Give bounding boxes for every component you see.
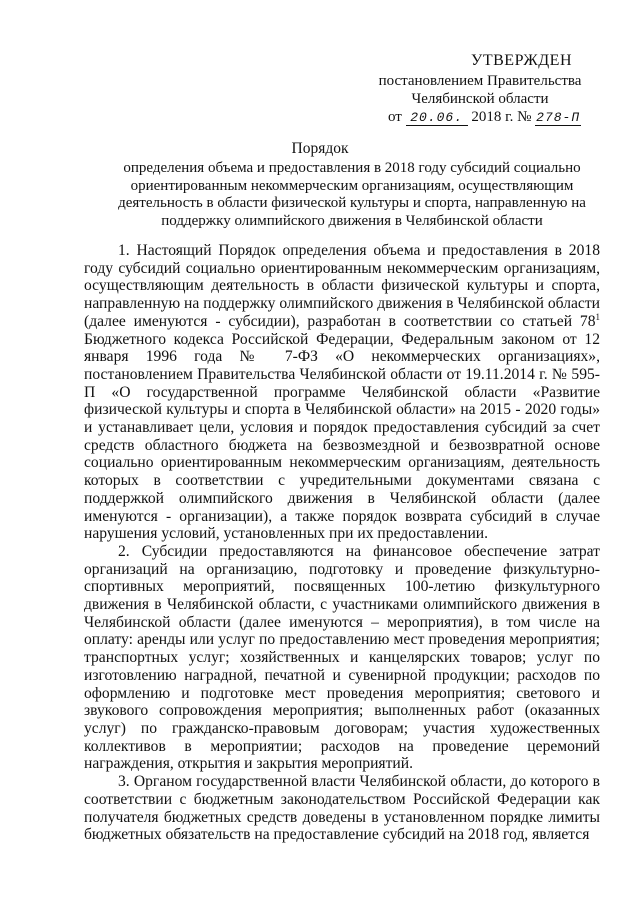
superscript: 1 [595, 311, 600, 322]
year-text: 2018 г. № [471, 109, 532, 125]
approval-line-1: постановлением Правительства [378, 73, 582, 89]
handwritten-number: 278-П [536, 110, 581, 125]
approved-heading: УТВЕРЖДЕН [471, 52, 572, 69]
document-title: Порядок [291, 140, 349, 157]
approval-date-line [388, 109, 581, 126]
document-body [84, 242, 600, 844]
date-prefix: от [388, 109, 402, 125]
handwritten-date: 20.06. [406, 110, 468, 126]
document-subtitle: определения объема и предоставления в 2018 году субсидий социально ориентированным некоммерческим организациям, осуществляющим деятельность в области физической культуры и спорта, направленную на поддержку олимпийского движения в Челябинской области [118, 160, 586, 229]
paragraph-3: 3. Органом государственной власти Челябинской области, до которого в соответствии с бюджетным законодательством Российской Федерации как получателя бюджетных средств доведены в установленном порядке лимиты бюджетных обязательств на предоставление субсидий на 2018 год, является [84, 773, 600, 844]
paragraph-1: 1. Настоящий Порядок определения объема и предоставления в 2018 году субсидий социально ориентированным некоммерческим организациям, осуществляющим деятельность в области физической культуры и спорта, направленную на поддержку олимпийского движения в Челябинской области (далее именуются - субсидии), разработан в соответствии со статьей $78^1$ Бюджетного кодекса Российской Федерации, Федеральным законом от 12 января 1996 года № 7-ФЗ «О некоммерческих организациях», постановлением Правительства Челябинской области от 19.11.2014 г. № 595-П «О государственной программе Челябинской области «Развитие физической культуры и спорта в Челябинской области» на 2015 - 2020 годы» и устанавливает цели, условия и порядок предоставления субсидий за счет средств областного бюджета на безвозмездной и безвозвратной основе социально ориентированным некоммерческим организациям, деятельность которых в соответствии с учредительными документами связана с поддержкой олимпийского движения в Челябинской области (далее именуются - организации), а также порядок возврата субсидий в случае нарушения условий, установленных при их предоставлении. [84, 242, 600, 543]
paragraph-2: 2. Субсидии предоставляются на финансовое обеспечение затрат организаций на организацию, подготовку и проведение физкультурно-спортивных мероприятий, посвященных 100-летию физкультурного движения в Челябинской области, с участниками олимпийского движения в Челябинской области (далее именуются – мероприятия), в том числе на оплату: аренды или услуг по предоставлению мест проведения мероприятия; транспортных услуг; хозяйственных и канцелярских товаров; услуг по изготовлению наградной, печатной и сувенирной продукции; расходов по оформлению и подготовке мест проведения мероприятия; светового и звукового сопровождения мероприятия; выполненных работ (оказанных услуг) по гражданско-правовым договорам; участия художественных коллективов в мероприятии; расходов на проведение церемоний награждения, открытия и закрытия мероприятий. [84, 542, 600, 773]
approval-line-2: Челябинской области [411, 91, 549, 107]
